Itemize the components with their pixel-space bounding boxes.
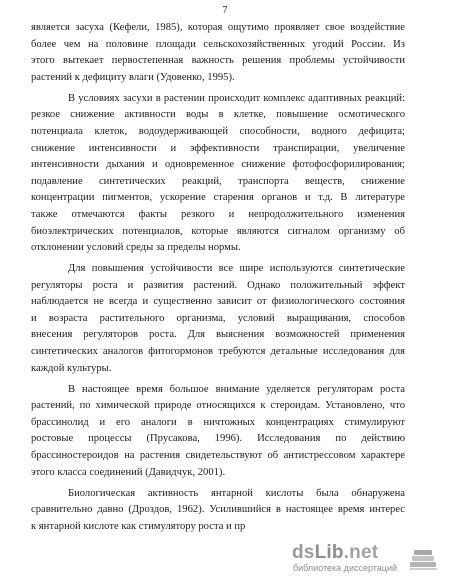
text-line: является засуха (Кефели, 1985), которая ощутимо проявляет свое воздействие — [31, 22, 405, 33]
watermark-brand-net: .net — [343, 542, 379, 563]
text-line: синтетических аналогов фитогормонов требуются детальные исследования для — [31, 346, 405, 358]
text-line: В условиях засухи в растении происходит комплекс адаптивных реакций: — [68, 92, 405, 104]
text-line: внесения регуляторов роста. Для выяснения возможностей применения — [31, 329, 405, 341]
text-line: каждой культуры. — [31, 362, 112, 374]
watermark-brand — [292, 543, 378, 563]
dslib-watermark — [284, 543, 444, 575]
text-line: отклонении условий среды за пределы нормы. — [31, 242, 241, 254]
paragraph — [31, 382, 405, 482]
text-line: снижение интенсивности и эффективности транспирации, увеличение — [31, 142, 405, 154]
page-number: 7 — [222, 5, 228, 16]
text-line: В настоящее время большое внимание уделяется регуляторам роста — [68, 383, 405, 395]
watermark-caption: библиотека диссертаций — [293, 563, 398, 573]
text-line: наблюдается не всегда и существенно зависит от физиологического состояния — [31, 296, 405, 308]
text-line: концентрации пигментов, ускорение старения органов и т.д. В литературе — [31, 192, 405, 204]
text-line: интенсивности дыхания и одновременное снижение фотофосфорилирования; — [31, 159, 405, 171]
text-line: также отмечаются факты резкого и непродолжительного изменения — [31, 208, 405, 220]
text-line: и возраста растительного организма, условий выращивания, способов — [31, 312, 405, 324]
text-line: к янтарной кислоте как стимулятору роста и пр — [31, 520, 246, 532]
paragraph — [31, 486, 405, 536]
text-line: брассинолид и его аналоги в ничтожных концентрациях стимулируют — [31, 416, 405, 428]
text-line: Для повышения устойчивости все шире используются синтетические — [68, 263, 405, 275]
document-body — [31, 20, 405, 535]
text-line: ростовые процессы (Прусакова, 1996). Исследования по действию — [31, 433, 405, 445]
text-line: регуляторы роста и развития растений. Однако положительный эффект — [31, 279, 405, 291]
text-line: Биологическая активность янтарной кислоты была обнаружена — [68, 487, 405, 499]
book-stack-icon — [407, 546, 441, 572]
text-line: этого класса соединений (Давидчук, 2001). — [31, 466, 226, 478]
paragraph — [31, 261, 405, 377]
text-line: биоэлектрических потенциалов, которые являются сигналом организму об — [31, 225, 405, 237]
watermark-brand-lib: Lib — [314, 542, 344, 563]
watermark-brand-ds: ds — [292, 542, 315, 563]
text-line: растений к дефициту влаги (Удовенко, 1995). — [31, 71, 235, 83]
paragraph — [31, 20, 405, 86]
text-line: этого вытекает первостепенная важность решения проблемы устойчивости — [31, 55, 405, 67]
text-line: потенциала клеток, водоудерживающей способности, водного дефицита; — [31, 125, 405, 137]
text-line: растений, по химической природе относящихся к стероидам. Установлено, что — [31, 400, 405, 412]
text-line: более чем на половине площади сельскохозяйственных угодий России. Из — [31, 38, 405, 50]
text-line: сравнительно давно (Дроздов, 1962). Усилившийся в настоящее время интерес — [31, 504, 405, 516]
text-line: брассиностероидов на растения свидетельствуют об антистрессовом характере — [31, 450, 405, 462]
text-line: подавление синтетических реакций, транспорта веществ, снижение — [31, 175, 405, 187]
paragraph — [31, 91, 405, 257]
text-line: резкое снижение активности воды в клетке, повышение осмотического — [31, 109, 405, 121]
